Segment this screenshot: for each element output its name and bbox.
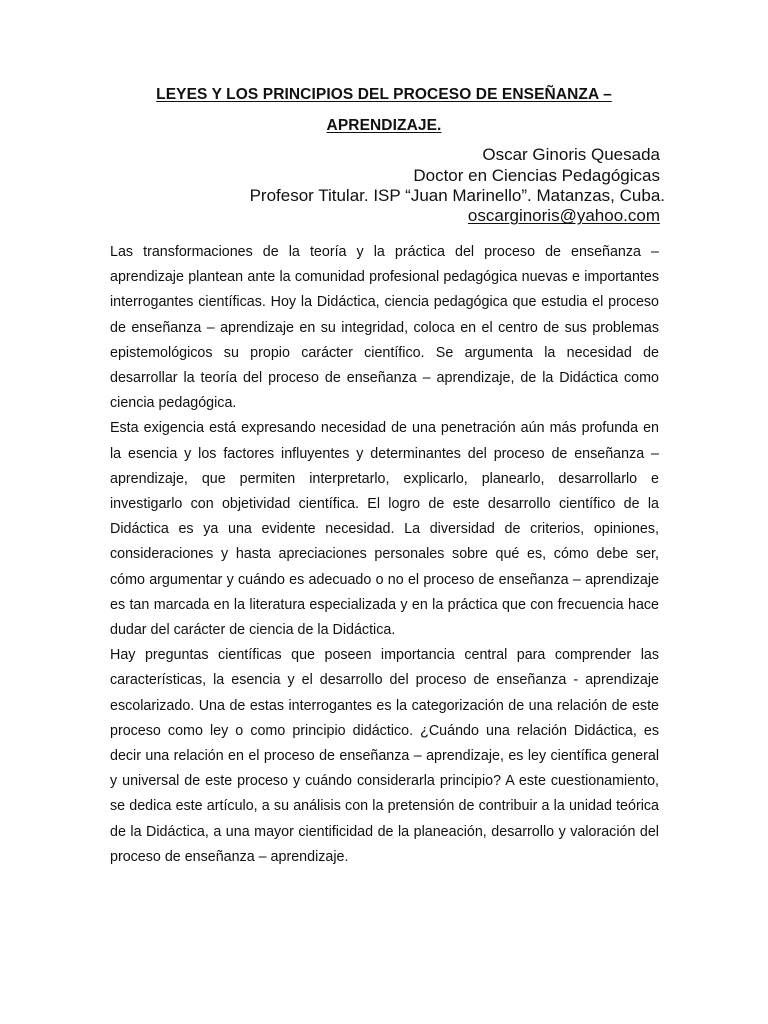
document-title-line-2: APRENDIZAJE. (326, 117, 442, 134)
paragraph-2: Esta exigencia está expresando necesidad de una penetración aún más profunda en la esencia y los factores influyentes y determinantes del proceso de enseñanza – aprendizaje, que permiten interpretarlo, explicarlo, planearlo, desarrollarlo e investigarlo con objetividad científica. El logro de este desarrollo científico de la Didáctica es ya una evidente necesidad. La diversidad de criterios, opiniones, consideraciones y hasta apreciaciones personales sobre qué es, cómo debe ser, cómo argumentar y cuándo es adecuado o no el proceso de enseñanza – aprendizaje es tan marcada en la literatura especializada y en la práctica que con frecuencia hace dudar del carácter de ciencia de la Didáctica. (110, 420, 659, 639)
paragraph-1: Las transformaciones de la teoría y la práctica del proceso de enseñanza – aprendizaje plantean ante la comunidad profesional pedagógica nuevas e importantes interrogantes científicas. Hoy la Didáctica, ciencia pedagógica que estudia el proceso de enseñanza – aprendizaje en su integridad, coloca en el centro de sus problemas epistemológicos su propio carácter científico. Se argumenta la necesidad de desarrollar la teoría del proceso de enseñanza – aprendizaje, de la Didáctica como ciencia pedagógica. (110, 244, 659, 412)
author-email-link[interactable]: oscarginoris@yahoo.com (467, 206, 660, 225)
document-body (110, 240, 659, 870)
paragraph-3: Hay preguntas científicas que poseen importancia central para comprender las características, la esencia y el desarrollo del proceso de enseñanza - aprendizaje escolarizado. Una de estas interrogantes es la categorización de una relación de este proceso como ley o como principio didáctico. ¿Cuándo una relación Didáctica, es decir una relación en el proceso de enseñanza – aprendizaje, es ley científica general y universal de este proceso y cuándo considerarla principio? A este cuestionamiento, se dedica este artículo, a su análisis con la pretensión de contribuir a la unidad teórica de la Didáctica, a una mayor cientificidad de la planeación, desarrollo y valoración del proceso de enseñanza – aprendizaje. (110, 647, 659, 865)
author-name: Oscar Ginoris Quesada (482, 145, 660, 164)
document-title-line-1: LEYES Y LOS PRINCIPIOS DEL PROCESO DE ENSEÑANZA – (156, 86, 612, 103)
author-degree: Doctor en Ciencias Pedagógicas (413, 166, 660, 185)
author-affiliation: Profesor Titular. ISP “Juan Marinello”. Matanzas, Cuba. (249, 186, 665, 205)
